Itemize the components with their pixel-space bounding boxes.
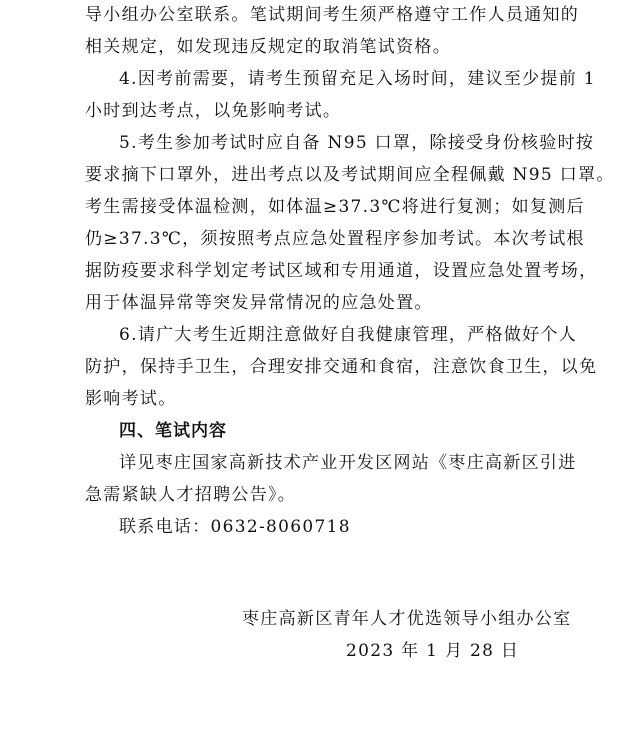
paragraph-line: 要求摘下口罩外，进出考点以及考试期间应全程佩戴 N95 口罩。	[85, 165, 615, 185]
paragraph-line: 影响考试。	[85, 389, 177, 409]
paragraph-line: 6.请广大考生近期注意做好自我健康管理，严格做好个人	[119, 325, 578, 345]
paragraph-line: 仍≥37.3℃，须按照考点应急处置程序参加考试。本次考试根	[85, 229, 585, 249]
paragraph-line: 小时到达考点，以免影响考试。	[85, 101, 342, 121]
signature-organization: 枣庄高新区青年人才优选领导小组办公室	[242, 609, 572, 629]
paragraph-line: 导小组办公室联系。笔试期间考生须严格遵守工作人员通知的	[85, 5, 580, 25]
contact-phone: 联系电话：0632-8060718	[119, 517, 351, 537]
signature-date: 2023 年 1 月 28 日	[346, 641, 520, 661]
paragraph-line: 防护，保持手卫生，合理安排交通和食宿，注意饮食卫生，以免	[85, 357, 598, 377]
paragraph-line: 5.考生参加考试时应自备 N95 口罩，除接受身份核验时按	[119, 133, 595, 153]
paragraph-line: 相关规定，如发现违反规定的取消笔试资格。	[85, 37, 451, 57]
paragraph-line: 考生需接受体温检测，如体温≥37.3℃将进行复测；如复测后	[85, 197, 585, 217]
paragraph-line: 详见枣庄国家高新技术产业开发区网站《枣庄高新区引进	[119, 453, 577, 473]
paragraph-line: 4.因考前需要，请考生预留充足入场时间，建议至少提前 1	[119, 69, 596, 89]
paragraph-line: 据防疫要求科学划定考试区域和专用通道，设置应急处置考场，	[85, 261, 598, 281]
section-heading: 四、笔试内容	[119, 421, 227, 441]
paragraph-line: 用于体温异常等突发异常情况的应急处置。	[85, 293, 433, 313]
paragraph-line: 急需紧缺人才招聘公告》。	[85, 485, 297, 505]
